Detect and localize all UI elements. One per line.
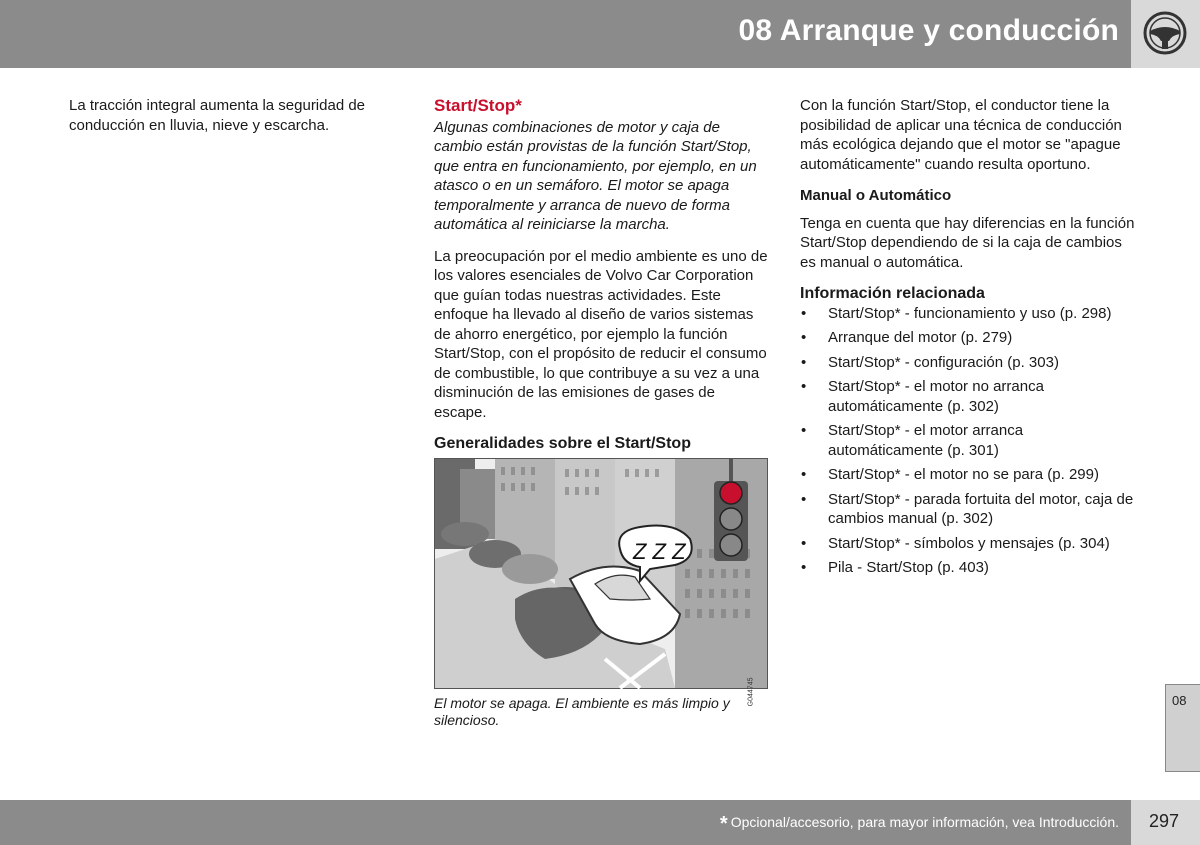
body-paragraph: La preocupación por el medio ambiente es uno de los valores esenciales de Volvo Car Corporation que guían todas nuestras actividades. Este enfoque ha llevado al diseño de varios sistemas de ahorro energético, por ejemplo la función Start/Stop, con el propósito de reducir el consumo de combustible, lo que contribuye a su vez a una disminución de las emisiones de gases de escape.: [434, 247, 768, 421]
related-link[interactable]: • Start/Stop* - el motor no se para (p. 299): [801, 466, 1099, 483]
related-links-list: [800, 304, 1135, 578]
figure-caption: El motor se apaga. El ambiente es más limpio y silencioso.: [434, 694, 730, 728]
bullet-icon: •: [801, 466, 807, 483]
gearbox-paragraph: Tenga en cuenta que hay diferencias en la función Start/Stop dependiendo de si la caja de cambios es manual o automática.: [800, 214, 1135, 271]
related-link[interactable]: • Pila - Start/Stop (p. 403): [801, 559, 989, 576]
awd-paragraph: La tracción integral aumenta la seguridad de conducción en lluvia, nieve y escarcha.: [69, 97, 366, 134]
intro-paragraph: Algunas combinaciones de motor y caja de cambio están provistas de la función Start/Stop, que entra en funcionamiento, por ejemplo, en un atasco o en un semáforo. El motor se apaga temporalmente y arranca de nuevo de forma automática al reiniciarse la marcha.: [434, 118, 757, 233]
footer-bar: [0, 800, 1131, 845]
related-link[interactable]: • Start/Stop* - el motor no arranca automáticamente (p. 302): [801, 378, 1044, 415]
chapter-side-tab[interactable]: [1165, 684, 1200, 772]
footnote: [720, 813, 1119, 836]
section-title: Start/Stop*: [434, 96, 522, 115]
related-link[interactable]: • Start/Stop* - parada fortuita del motor, caja de cambios manual (p. 302): [801, 490, 1134, 527]
bullet-icon: •: [801, 353, 807, 371]
column-right: [800, 96, 1135, 583]
steering-wheel-icon: [1143, 11, 1187, 55]
footnote-asterisk: *: [719, 813, 728, 835]
bullet-icon: •: [801, 559, 807, 576]
related-link[interactable]: • Start/Stop* - configuración (p. 303): [801, 353, 1059, 371]
figure-code: G044745: [747, 677, 755, 707]
bullet-icon: •: [801, 534, 807, 552]
footnote-text: Opcional/accesorio, para mayor información, vea Introducción.: [730, 814, 1119, 830]
bullet-icon: •: [801, 422, 807, 439]
chapter-title: 08 Arranque y conducción: [738, 14, 1119, 47]
side-tab-label: 08: [1172, 693, 1187, 708]
related-link[interactable]: • Arranque del motor (p. 279): [801, 329, 1013, 346]
bullet-icon: •: [801, 304, 807, 322]
related-link[interactable]: • Start/Stop* - funcionamiento y uso (p. 298): [801, 304, 1112, 322]
start-stop-illustration: [434, 458, 768, 707]
subheading-manual-auto: Manual o Automático: [800, 187, 952, 204]
page-number-box: [1131, 800, 1200, 845]
zzz-text: Z Z Z: [633, 538, 686, 564]
related-info-heading: Información relacionada: [800, 285, 985, 302]
chapter-header-bar: [0, 0, 1131, 68]
column-middle: [434, 96, 768, 729]
driver-paragraph: Con la función Start/Stop, el conductor tiene la posibilidad de aplicar una técnica de conducción más ecológica dejando que el motor se "apague automáticamente" cuando resulta oportuno.: [800, 97, 1122, 173]
page-number: 297: [1149, 811, 1180, 831]
bullet-icon: •: [801, 490, 807, 508]
chapter-icon-box: [1131, 0, 1200, 68]
related-link[interactable]: • Start/Stop* - el motor arranca automáticamente (p. 301): [801, 422, 1024, 459]
subheading-overview: Generalidades sobre el Start/Stop: [434, 435, 691, 452]
column-left: [69, 96, 399, 147]
bullet-icon: •: [801, 329, 807, 346]
related-link[interactable]: • Start/Stop* - símbolos y mensajes (p. 304): [801, 534, 1110, 552]
bullet-icon: •: [801, 378, 807, 395]
